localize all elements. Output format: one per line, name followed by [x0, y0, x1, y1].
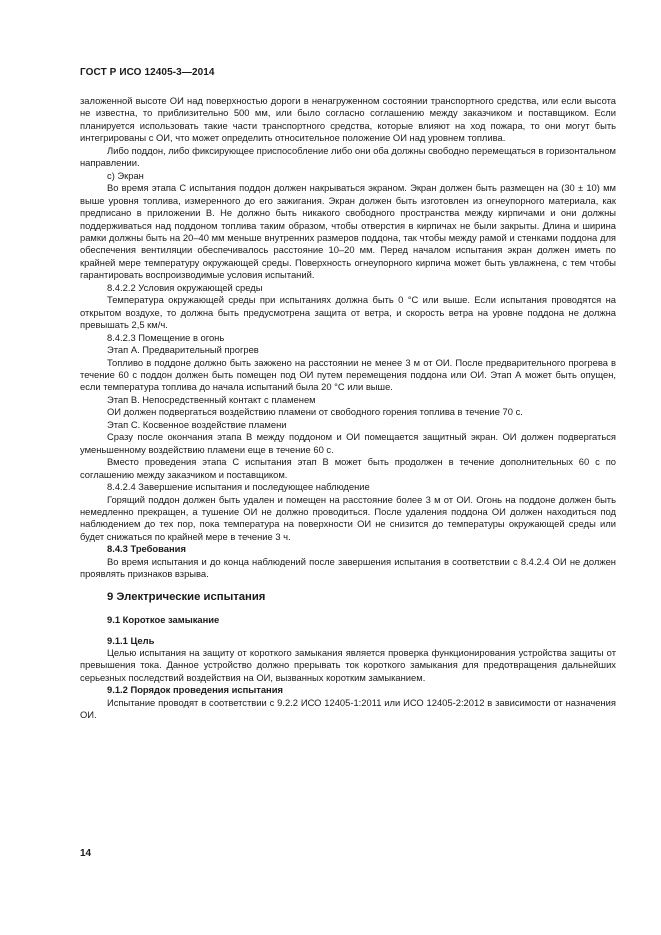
page-body: [80, 95, 616, 722]
subsection-heading: 8.4.2.2 Условия окружающей среды: [107, 281, 263, 293]
stage-heading: Этап В. Непосредственный контакт с пламенем: [107, 393, 316, 405]
section-heading: 9.1.2 Порядок проведения испытания: [107, 684, 283, 696]
paragraph: Испытание проводят в соответствии с 9.2.2 ИСО 12405-1:2011 или ИСО 12405-2:2012 в зависимости от назначения ОИ.: [80, 696, 616, 721]
paragraph: Топливо в поддоне должно быть зажжено на расстоянии не менее 3 м от ОИ. После предварительного прогрева в течение 60 с поддон должен быть помещен под ОИ путем перемещения поддона или ОИ. Этап А может быть опущен, если температура топлива до начала испытаний была 20 °С или выше.: [80, 356, 616, 393]
section-heading: 9.1 Короткое замыкание: [107, 614, 220, 626]
paragraph: Во время этапа С испытания поддон должен накрываться экраном. Экран должен быть размещен на (30 ± 10) мм выше уровня топлива, измеренного до его зажигания. Экран должен быть изготовлен из огнеупорного материала, как предписано в приложении В. Не должно быть никакого свободного пространства между кирпичами и они должны поддерживаться над поддоном топлива таким образом, чтобы отверстия в кирпичах не были закрыты. Длина и ширина рамки должны быть на 20–40 мм меньше внутренних размеров поддона, так чтобы между рамой и стенками поддона для обеспечения вентиляции обеспечивалось расстояние 10–20 мм. Перед началом испытания экран должен иметь по крайней мере температуру окружающей среды. Поверхность огнеупорного кирпича может быть увлажнена, с тем чтобы гарантировать воспроизводимые условия испытаний.: [80, 182, 616, 281]
paragraph: Во время испытания и до конца наблюдений после завершения испытания в соответствии с 8.4.2.4 ОИ не должен проявлять признаков взрыва.: [80, 555, 616, 580]
paragraph: Температура окружающей среды при испытаниях должна быть 0 °С или выше. Если испытания проводятся на открытом воздухе, то должна быть предусмотрена защита от ветра, и скорость ветра на уровне поддона не должна превышать 2,5 км/ч.: [80, 294, 616, 331]
stage-heading: Этап С. Косвенное воздействие пламени: [107, 418, 287, 430]
paragraph: Либо поддон, либо фиксирующее приспособление либо они оба должны свободно перемещаться в горизонтальном направлении.: [80, 144, 616, 169]
paragraph: Вместо проведения этапа С испытания этап В может быть продолжен в течение дополнительных 60 с по соглашению между заказчиком и поставщиком.: [80, 456, 616, 480]
list-item-c-heading: с) Экран: [107, 169, 144, 181]
paragraph: Целью испытания на защиту от короткого замыкания является проверка функционирования устройства защиты от превышения тока. Данное устройство должно прерывать ток короткого замыкания для предотвращения дальнейших серьезных последствий воздействия на ОИ, вызванных коротким замыканием.: [80, 647, 616, 683]
subsection-heading: 8.4.2.4 Завершение испытания и последующее наблюдение: [107, 481, 370, 493]
section-heading-requirements: 8.4.3 Требования: [107, 543, 186, 555]
page-number: 14: [80, 848, 92, 859]
paragraph: Сразу после окончания этапа В между поддоном и ОИ помещается защитный экран. ОИ должен подвергаться уменьшенному воздействию пламени еще в течение 60 с.: [80, 431, 616, 455]
paragraph: заложенной высоте ОИ над поверхностью дороги в ненагруженном состоянии транспортного средства, или если высота не известна, то приблизительно 500 мм, или было согласно соглашению между заказчиком и поставщиком. Если планируется использовать такие части транспортного средства, которые влияют на ход пожара, то они могут быть интегрированы с ОИ, что может определить относительное положение ОИ над уровнем топлива.: [80, 95, 616, 144]
paragraph: ОИ должен подвергаться воздействию пламени от свободного горения топлива в течение 70 с.: [107, 406, 523, 418]
chapter-heading: 9 Электрические испытания: [107, 590, 266, 603]
section-heading: 9.1.1 Цель: [107, 634, 155, 646]
paragraph: Горящий поддон должен быть удален и помещен на расстояние более 3 м от ОИ. Огонь на поддоне должен быть немедленно прекращен, а тушение ОИ не должно проводиться. После удаления поддона ОИ должен находиться под наблюдением до тех пор, пока температура на поверхности ОИ не снизится до температуры окружающей среды или будет снижаться по крайней мере в течение 3 ч.: [80, 493, 616, 542]
stage-heading: Этап А. Предварительный прогрев: [107, 344, 259, 356]
subsection-heading: 8.4.2.3 Помещение в огонь: [107, 331, 225, 343]
document-header: ГОСТ Р ИСО 12405-3—2014: [80, 67, 215, 78]
